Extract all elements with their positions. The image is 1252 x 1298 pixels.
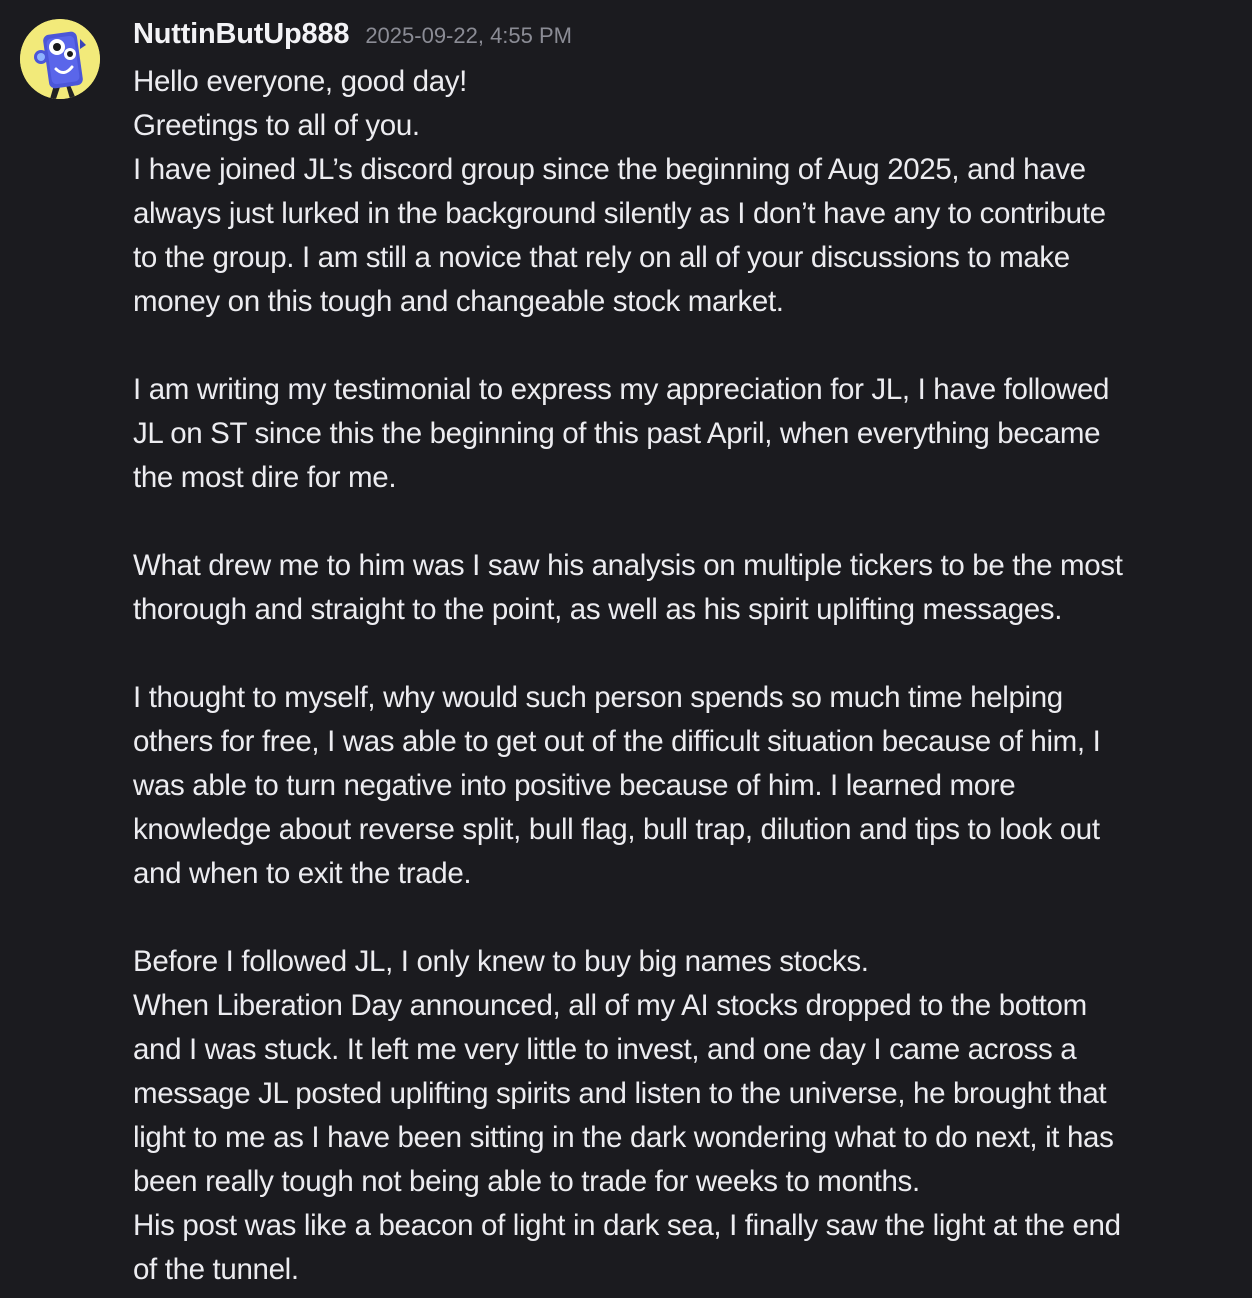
message-line: His post was like a beacon of light in dark sea, I finally saw the light at the end xyxy=(133,1209,1121,1242)
paragraph-gap xyxy=(133,500,1223,544)
message-line: thorough and straight to the point, as well as his spirit uplifting messages. xyxy=(133,593,1063,626)
timestamp[interactable]: 2025-09-22, 4:55 PM xyxy=(365,23,573,48)
message-header xyxy=(133,18,572,58)
message-line: I am writing my testimonial to express my appreciation for JL, I have followed xyxy=(133,373,1110,406)
message-line: light to me as I have been sitting in the dark wondering what to do next, it has xyxy=(133,1121,1114,1154)
message-line: been really tough not being able to trade for weeks to months. xyxy=(133,1165,920,1198)
message-line: and I was stuck. It left me very little to invest, and one day I came across a xyxy=(133,1033,1077,1066)
message-line: money on this tough and changeable stock market. xyxy=(133,285,784,318)
message-line: JL on ST since this the beginning of this past April, when everything became xyxy=(133,417,1101,450)
paragraph-gap xyxy=(133,632,1223,676)
message-line: Hello everyone, good day! xyxy=(133,65,468,98)
username[interactable]: NuttinButUp888 xyxy=(133,18,350,50)
message-line: When Liberation Day announced, all of my AI stocks dropped to the bottom xyxy=(133,989,1087,1022)
message-line: always just lurked in the background silently as I don’t have any to contribute xyxy=(133,197,1106,230)
avatar[interactable] xyxy=(20,19,100,99)
message-line: of the tunnel. xyxy=(133,1253,299,1286)
robot-mascot-icon xyxy=(20,19,100,99)
paragraph-gap xyxy=(133,324,1223,368)
message-line: and when to exit the trade. xyxy=(133,857,472,890)
message-line: message JL posted uplifting spirits and listen to the universe, he brought that xyxy=(133,1077,1107,1110)
message-line: I thought to myself, why would such person spends so much time helping xyxy=(133,681,1063,714)
message-line: to the group. I am still a novice that rely on all of your discussions to make xyxy=(133,241,1070,274)
message-line: What drew me to him was I saw his analysis on multiple tickers to be the most xyxy=(133,549,1123,582)
message-line: knowledge about reverse split, bull flag, bull trap, dilution and tips to look out xyxy=(133,813,1100,846)
message-line: the most dire for me. xyxy=(133,461,397,494)
message-line: Greetings to all of you. xyxy=(133,109,420,142)
paragraph-gap xyxy=(133,896,1223,940)
message-line: Before I followed JL, I only knew to buy big names stocks. xyxy=(133,945,869,978)
message-line: I have joined JL’s discord group since the beginning of Aug 2025, and have xyxy=(133,153,1086,186)
message-content xyxy=(133,60,1223,1292)
message-line: others for free, I was able to get out of the difficult situation because of him, I xyxy=(133,725,1101,758)
message-line: was able to turn negative into positive because of him. I learned more xyxy=(133,769,1016,802)
